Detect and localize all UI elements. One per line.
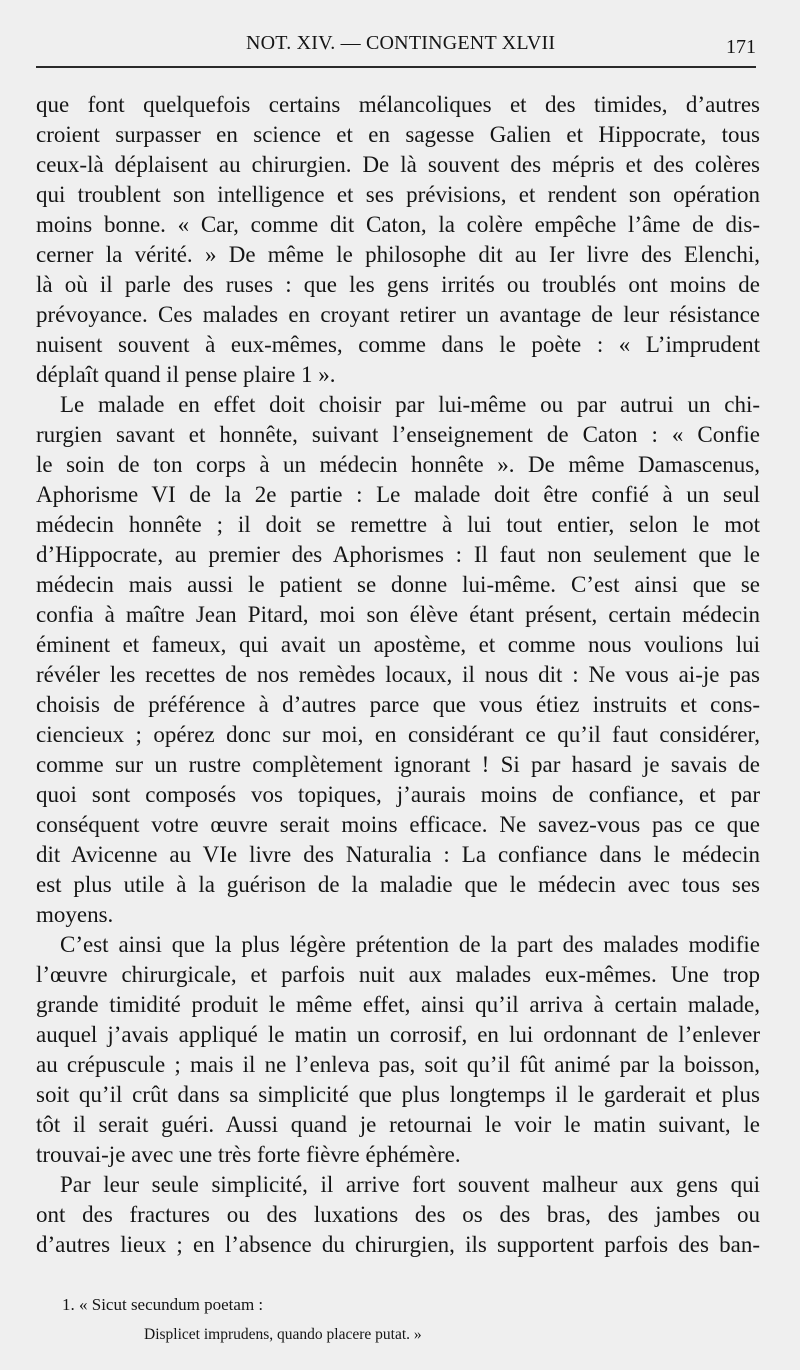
- text-line: d’autres lieux ; en l’absence du chirurgien, ils supportent parfois des ban-: [36, 1232, 760, 1257]
- text-line: au crépuscule ; mais il ne l’enleva pas, soit qu’il fût animé par la boisson,: [36, 1052, 760, 1077]
- paragraph: [36, 90, 760, 390]
- text-line: tôt il serait guéri. Aussi quand je retournai le voir le matin suivant, le: [36, 1112, 760, 1137]
- text-line: moins bonne. « Car, comme dit Caton, la colère empêche l’âme de dis-: [36, 212, 760, 237]
- paragraph: [36, 390, 760, 930]
- text-line: ont des fractures ou des luxations des os des bras, des jambes ou: [36, 1202, 760, 1227]
- text-line: quoi sont composés vos topiques, j’aurais moins de confiance, et par: [36, 782, 760, 807]
- text-line: que font quelquefois certains mélancoliques et des timides, d’autres: [36, 92, 760, 117]
- body-text: [36, 90, 760, 1260]
- text-line: comme sur un rustre complètement ignorant ! Si par hasard je savais de: [36, 752, 760, 777]
- paragraph: [36, 930, 760, 1170]
- text-line: trouvai-je avec une très forte fièvre éphémère.: [36, 1142, 461, 1167]
- text-line: l’œuvre chirurgicale, et parfois nuit aux malades eux-mêmes. Une trop: [36, 962, 760, 987]
- text-line: est plus utile à la guérison de la maladie que le médecin avec tous ses: [36, 872, 760, 897]
- text-line: médecin honnête ; il doit se remettre à lui tout entier, selon le mot: [36, 512, 760, 537]
- footnote-line-2: Displicet imprudens, quando placere putat. »: [144, 1326, 422, 1343]
- header-rule: [36, 66, 756, 68]
- text-line: le soin de ton corps à un médecin honnête ». De même Damascenus,: [36, 452, 760, 477]
- text-line: Aphorisme VI de la 2e partie : Le malade doit être confié à un seul: [36, 482, 760, 507]
- text-line: nuisent souvent à eux-mêmes, comme dans le poète : « L’imprudent: [36, 332, 760, 357]
- text-line: choisis de préférence à d’autres parce que vous étiez instruits et cons-: [36, 692, 760, 717]
- text-line: confia à maître Jean Pitard, moi son élève étant présent, certain médecin: [36, 602, 760, 627]
- text-line: cerner la vérité. » De même le philosophe dit au Ier livre des Elenchi,: [36, 242, 760, 267]
- text-line: là où il parle des ruses : que les gens irrités ou troublés ont moins de: [36, 272, 760, 297]
- text-line: Le malade en effet doit choisir par lui-même ou par autrui un chi-: [60, 392, 760, 417]
- text-line: conséquent votre œuvre serait moins efficace. Ne savez-vous pas ce que: [36, 812, 760, 837]
- text-line: médecin mais aussi le patient se donne lui-même. C’est ainsi que se: [36, 572, 760, 597]
- text-line: auquel j’avais appliqué le matin un corrosif, en lui ordonnant de l’enlever: [36, 1022, 760, 1047]
- text-line: révéler les recettes de nos remèdes locaux, il nous dit : Ne vous ai-je pas: [36, 662, 760, 687]
- text-line: croient surpasser en science et en sagesse Galien et Hippocrate, tous: [36, 122, 760, 147]
- page-number: 171: [726, 36, 756, 58]
- text-line: grande timidité produit le même effet, ainsi qu’il arriva à certain malade,: [36, 992, 760, 1017]
- paragraph: [36, 1170, 760, 1260]
- text-line: moyens.: [36, 902, 114, 927]
- running-title: NOT. XIV. — CONTINGENT XLVII: [246, 32, 556, 54]
- text-line: dit Avicenne au VIe livre des Naturalia : La confiance dans le médecin: [36, 842, 760, 867]
- text-line: C’est ainsi que la plus légère prétention de la part des malades modifie: [60, 932, 760, 957]
- text-line: Par leur seule simplicité, il arrive fort souvent malheur aux gens qui: [60, 1172, 760, 1197]
- footnotes: [62, 1290, 756, 1350]
- text-line: prévoyance. Ces malades en croyant retirer un avantage de leur résistance: [36, 302, 760, 327]
- text-line: ciencieux ; opérez donc sur moi, en considérant ce qu’il faut considérer,: [36, 722, 760, 747]
- text-line: ceux-là déplaisent au chirurgien. De là souvent des mépris et des colères: [36, 152, 760, 177]
- footnote-line-1: 1. « Sicut secundum poetam :: [62, 1295, 264, 1314]
- text-line: qui troublent son intelligence et ses prévisions, et rendent son opération: [36, 182, 760, 207]
- text-line: d’Hippocrate, au premier des Aphorismes : Il faut non seulement que le: [36, 542, 760, 567]
- text-line: déplaît quand il pense plaire 1 ».: [36, 362, 336, 387]
- text-line: soit qu’il crût dans sa simplicité que plus longtemps il le garderait et plus: [36, 1082, 760, 1107]
- text-line: éminent et fameux, qui avait un apostème, et comme nous voulions lui: [36, 632, 760, 657]
- page-header: [36, 18, 756, 70]
- text-line: rurgien savant et honnête, suivant l’enseignement de Caton : « Confie: [36, 422, 760, 447]
